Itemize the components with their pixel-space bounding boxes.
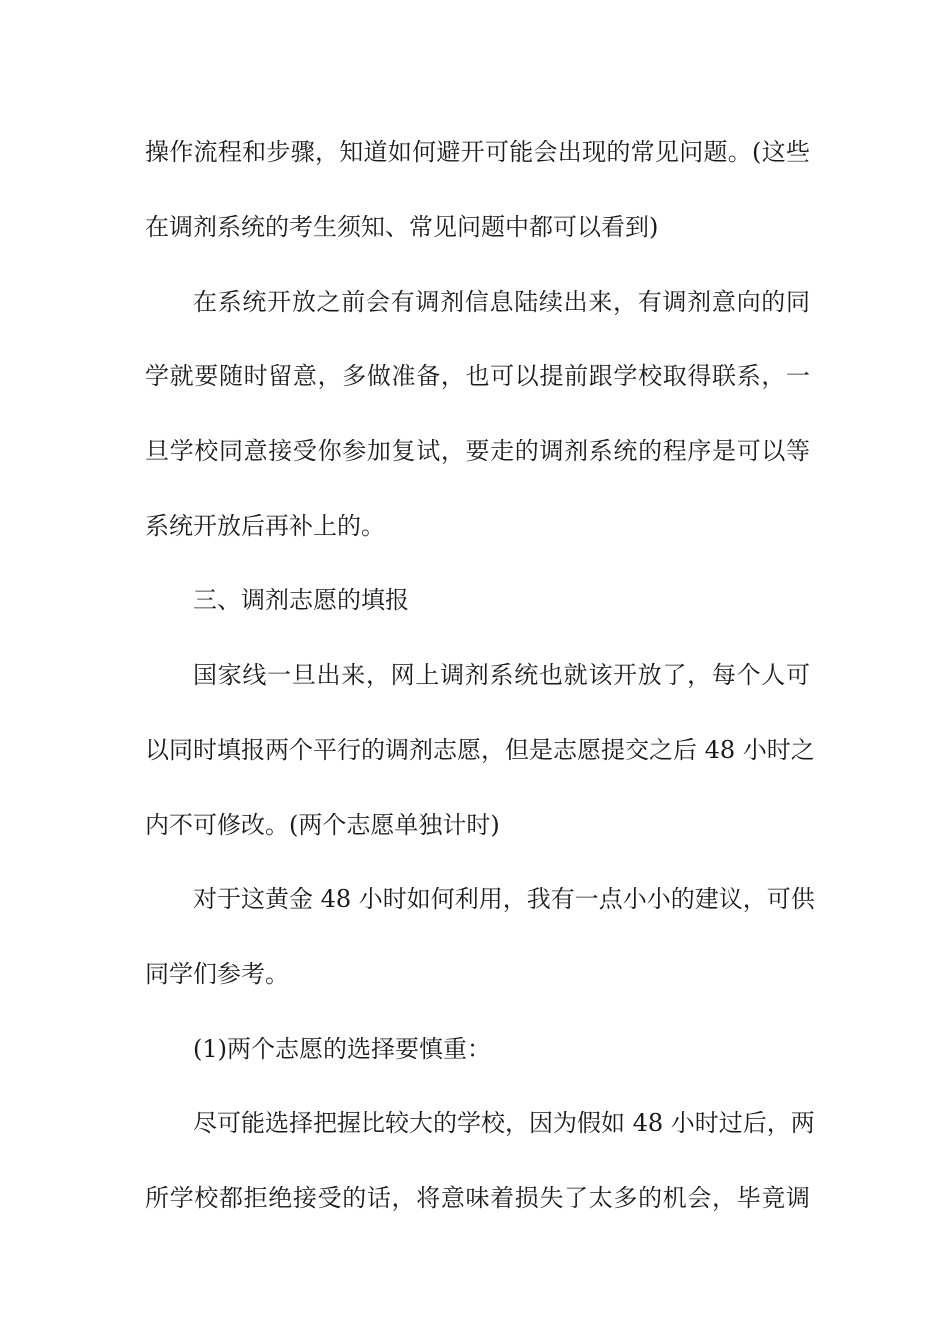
text-line-15: 所学校都拒绝接受的话，将意味着损失了太多的机会，毕竟调 [145,1184,810,1212]
text-line-1: 操作流程和步骤，知道如何避开可能会出现的常见问题。(这些 [145,138,810,166]
section-heading: 三、调剂志愿的填报 [193,586,409,614]
text-line-4: 学就要随时留意，多做准备，也可以提前跟学校取得联系，一 [145,362,810,390]
text-line-10: 内不可修改。(两个志愿单独计时) [145,811,500,839]
text-line-12: 同学们参考。 [145,960,289,988]
paragraph-start-line: 对于这黄金 48 小时如何利用，我有一点小小的建议，可供 [193,885,815,913]
subheading: (1)两个志愿的选择要慎重： [193,1035,491,1063]
text-line-5: 旦学校同意接受你参加复试，要走的调剂系统的程序是可以等 [145,437,810,465]
paragraph-start-line: 国家线一旦出来，网上调剂系统也就该开放了，每个人可 [193,661,810,689]
paragraph-start-line: 在系统开放之前会有调剂信息陆续出来，有调剂意向的同 [193,288,810,316]
text-line-9: 以同时填报两个平行的调剂志愿，但是志愿提交之后 48 小时之 [145,736,815,764]
text-line-6: 系统开放后再补上的。 [145,512,385,540]
text-line-2: 在调剂系统的考生须知、常见问题中都可以看到) [145,213,659,241]
paragraph-start-line: 尽可能选择把握比较大的学校，因为假如 48 小时过后，两 [193,1109,815,1137]
